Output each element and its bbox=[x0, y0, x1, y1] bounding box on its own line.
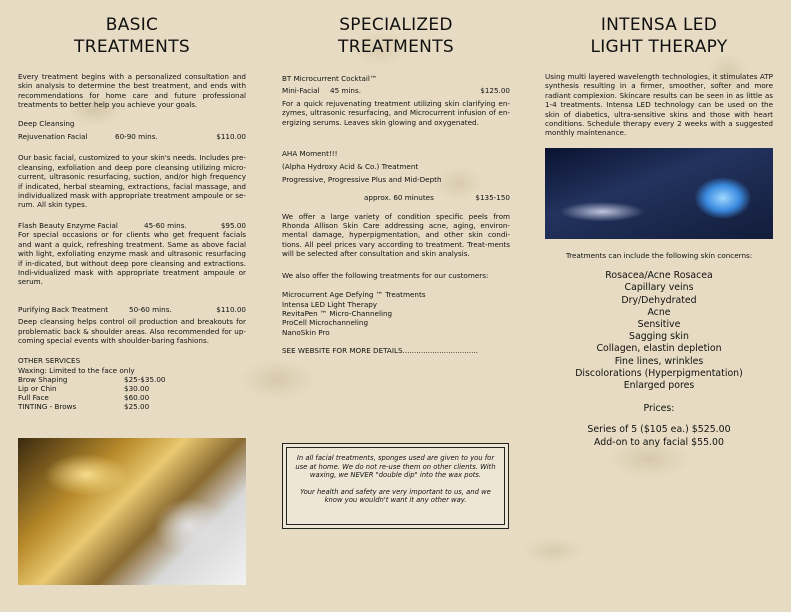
flash-facial-row: Flash Beauty Enzyme Facial 45-60 mins. $95.00 bbox=[18, 220, 246, 230]
specialized-title: SPECIALIZED TREATMENTS bbox=[338, 15, 454, 57]
also-offer-text: We also offer the following treatments for our customers: bbox=[282, 270, 489, 280]
concern-item: Sagging skin bbox=[629, 331, 689, 343]
concern-item: Acne bbox=[647, 306, 671, 318]
concern-item: Fine lines, wrinkles bbox=[614, 355, 704, 367]
back-treatment-row: Purifying Back Treatment 50-60 mins. $110.00 bbox=[18, 304, 246, 314]
rejuvenation-description: Our basic facial, customized to your skin's needs. Includes pre-cleansing, exfoliation and deep pore cleansing utilizing micro-current, ultrasonic resurfacing, suction, and/or high frequency if indicated, herbal steaming, extractions, facial massage, and individualized mask with appropriate treatment ampoule or se-rum. All skin types. bbox=[18, 153, 246, 210]
aha-subtitle-1: (Alpha Hydroxy Acid & Co.) Treatment bbox=[282, 162, 419, 172]
flash-facial-description: For special occasions or for clients who get frequent facials and want a quick, refreshing treatment. Same as above facial with light, exfoliating enzyme mask and ultrasonic resurfacing if in-dicated, but without deep pore cleansing and extractions. Indi-vidualized mask with appropriate treatment ampoule or serum. bbox=[18, 230, 246, 287]
basic-intro: Every treatment begins with a personalized consultation and skin analysis to determine the best treatment, and ends with recommendations for home care and future professional treatments to better help you achieve your goals. bbox=[18, 72, 246, 110]
back-treatment-description: Deep cleansing helps control oil production and breakouts for problematic back & shoulder areas. Also recommended for up-coming special events with shoulder-baring fashions. bbox=[18, 317, 246, 345]
aha-title: AHA Moment!!! bbox=[282, 149, 338, 159]
services-list bbox=[18, 375, 246, 411]
offering-item: ProCell Microchanneling bbox=[282, 318, 369, 328]
hygiene-notice-box bbox=[282, 443, 509, 529]
offering-item: Microcurrent Age Defying ™ Treatments bbox=[282, 290, 426, 300]
concerns-heading: Treatments can include the following skin concerns: bbox=[565, 250, 753, 260]
concern-item: Discolorations (Hyperpigmentation) bbox=[575, 367, 743, 379]
service-price: $30.00 bbox=[124, 384, 150, 394]
prices-label: Prices: bbox=[643, 403, 675, 415]
price-addon: Add-on to any facial $55.00 bbox=[594, 436, 724, 448]
aha-description: We offer a large variety of condition specific peels from Rhonda Allison Skin Care addressing acne, aging, environ-mental damage, hyperpigmentation, and other skin condi-tions. All peel prices vary according to treatment. Treat-ments will be selected after consultation and skin analysis. bbox=[282, 211, 510, 259]
notice-text-2: Your health and safety are very important to us, and we know you wouldn't want it any other way. bbox=[300, 487, 491, 505]
rejuvenation-row: Rejuvenation Facial 60-90 mins. $110.00 bbox=[18, 132, 246, 142]
led-device-photo bbox=[545, 148, 773, 239]
concern-item: Dry/Dehydrated bbox=[621, 294, 697, 306]
service-name: Lip or Chin bbox=[18, 384, 57, 394]
website-note: SEE WEBSITE FOR MORE DETAILS................................. bbox=[282, 346, 478, 356]
led-intro: Using multi layered wavelength technologies, it stimulates ATP synthesis resulting in a firmer, smoother, softer and more radiant complexion. Skincare results can be seen in as little as 1-4 treatments. Intensa LED technology can be used on the skin of diabetics, ultra-sensitive skins and those with heart conditions. Schedule therapy every 2 weeks with a suggested monthly maintenance. bbox=[545, 72, 773, 138]
service-name: Full Face bbox=[18, 393, 49, 403]
waxing-note: Waxing: Limited to the face only bbox=[18, 365, 135, 375]
service-price: $60.00 bbox=[124, 393, 150, 403]
concern-item: Sensitive bbox=[637, 319, 681, 331]
service-price: $25.00 bbox=[124, 402, 150, 412]
led-title: INTENSA LED LIGHT THERAPY bbox=[590, 15, 728, 57]
bt-row: Mini-Facial 45 mins. $125.00 bbox=[282, 86, 510, 96]
basic-title: BASIC TREATMENTS bbox=[74, 15, 190, 57]
aha-subtitle-2: Progressive, Progressive Plus and Mid-Depth bbox=[282, 174, 442, 184]
price-series: Series of 5 ($105 ea.) $525.00 bbox=[587, 424, 731, 436]
amber-bottles-photo bbox=[18, 438, 246, 585]
service-name: Brow Shaping bbox=[18, 375, 68, 385]
concern-item: Collagen, elastin depletion bbox=[596, 343, 722, 355]
offering-item: Intensa LED Light Therapy bbox=[282, 299, 378, 309]
concern-item: Capillary veins bbox=[624, 282, 694, 294]
deep-cleansing-label: Deep Cleansing bbox=[18, 118, 75, 128]
other-services-title: OTHER SERVICES bbox=[18, 356, 81, 366]
concern-item: Rosacea/Acne Rosacea bbox=[605, 270, 713, 282]
offering-item: NanoSkin Pro bbox=[282, 327, 330, 337]
concern-item: Enlarged pores bbox=[623, 380, 695, 392]
service-price: $25-$35.00 bbox=[124, 375, 166, 385]
offering-item: RevitaPen ™ Micro-Channeling bbox=[282, 308, 393, 318]
bt-name: BT Microcurrent Cocktail™ bbox=[282, 74, 378, 83]
bt-description: For a quick rejuvenating treatment utilizing skin clarifying en-zymes, ultrasonic resurfacing, and Microcurrent infusion of en-ergizing serums. Leaves skin glowing and oxygenated. bbox=[282, 98, 510, 127]
service-name: TINTING - Brows bbox=[18, 402, 77, 412]
basic-treatments-panel bbox=[18, 0, 246, 411]
notice-text-1: In all facial treatments, sponges used are given to you for use at home. We do not re-use them on other clients. With waxing, we NEVER "double dip" into the wax pots. bbox=[295, 454, 496, 480]
aha-row: approx. 60 minutes $135-150 bbox=[364, 193, 510, 203]
skin-concerns-list bbox=[545, 270, 773, 392]
offerings-list bbox=[282, 290, 510, 337]
specialized-treatments-panel bbox=[282, 0, 510, 356]
